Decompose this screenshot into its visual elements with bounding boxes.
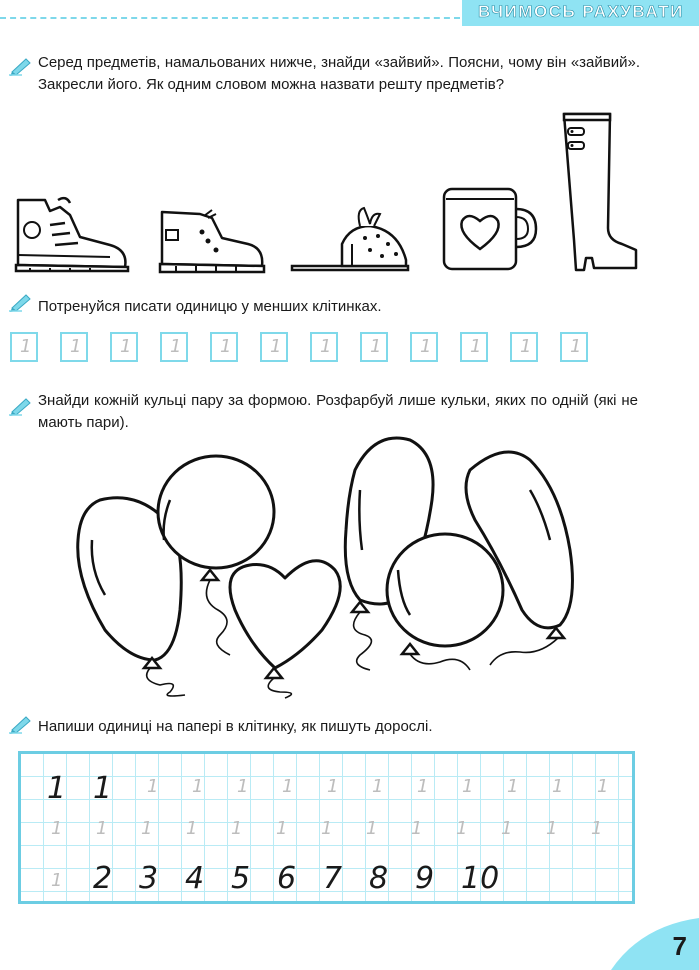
ghost-one: 1 [552,776,564,797]
balloons-picture [60,430,600,700]
written-one: 1 [47,771,67,806]
ghost-one: 1 [327,776,339,797]
trace-cell[interactable] [560,332,588,362]
shoe-icon [156,208,268,274]
ghost-one: 1 [420,336,432,357]
ghost-one: 1 [520,336,532,357]
ghost-one: 1 [370,336,382,357]
ghost-one: 1 [120,336,132,357]
trace-cell[interactable] [410,332,438,362]
sneaker-icon [10,195,130,273]
ghost-one: 1 [501,818,513,839]
pencil-icon [8,714,32,734]
page-number: 7 [672,931,687,961]
number-6: 6 [277,861,297,896]
ghost-one: 1 [372,776,384,797]
ghost-one: 1 [570,336,582,357]
ghost-one: 1 [591,818,603,839]
ghost-one: 1 [321,818,333,839]
written-one: 1 [93,771,113,806]
trace-cell[interactable] [510,332,538,362]
task-odd-one-out: Серед предметів, намальованих нижче, знайди «зайвий». Поясни, чому він «зайвий». Закресли його. Як одним словом можна назвати решту предметів? [38,54,640,93]
number-9: 9 [415,861,435,896]
ghost-one: 1 [470,336,482,357]
ghost-one: 1 [411,818,423,839]
ghost-one: 1 [70,336,82,357]
ghost-one: 1 [20,336,32,357]
trace-cell[interactable] [210,332,238,362]
ghost-one: 1 [237,776,249,797]
trace-cell[interactable] [360,332,388,362]
task-write-ones: Напиши одиниці на папері в клітинку, як пишуть дорослі. [38,718,433,735]
ghost-one: 1 [96,818,108,839]
number-7: 7 [323,861,343,896]
ghost-one: 1 [282,776,294,797]
number-5: 5 [231,861,251,896]
ghost-one: 1 [597,776,609,797]
number-4: 4 [185,861,205,896]
ghost-one: 1 [546,818,558,839]
ghost-one: 1 [462,776,474,797]
ghost-one: 1 [366,818,378,839]
ghost-one: 1 [192,776,204,797]
ghost-one: 1 [51,818,63,839]
trace-cell[interactable] [110,332,138,362]
page-title: ВЧИМОСЬ РАХУВАТИ [478,2,684,21]
ghost-one: 1 [51,870,63,891]
trace-cell[interactable] [260,332,288,362]
trace-cell[interactable] [460,332,488,362]
mug-icon [440,185,540,271]
trace-cell[interactable] [10,332,38,362]
task-balloons: Знайди кожній кульці пару за формою. Розфарбуй лише кульки, яких по одній (які не мають пари). [38,392,638,431]
ghost-one: 1 [276,818,288,839]
header-dashed-line [0,17,460,19]
ghost-one: 1 [270,336,282,357]
ghost-one: 1 [170,336,182,357]
trace-cell[interactable] [160,332,188,362]
balloon-round-2 [387,534,503,646]
ghost-one: 1 [147,776,159,797]
number-2: 2 [93,861,113,896]
number-8: 8 [369,861,389,896]
ghost-one: 1 [220,336,232,357]
ghost-one: 1 [507,776,519,797]
task-trace-ones: Потренуйся писати одиницю у менших клітинках. [38,298,382,315]
ghost-one: 1 [456,818,468,839]
pencil-icon [8,56,32,76]
balloon-heart [230,561,340,668]
number-10: 10 [461,861,500,896]
slipper-icon [290,204,410,272]
header-banner [0,0,699,30]
ghost-one: 1 [231,818,243,839]
balloon-round-1 [158,456,274,568]
ghost-one: 1 [417,776,429,797]
ghost-one: 1 [186,818,198,839]
pencil-icon [8,396,32,416]
trace-row [10,330,600,366]
boot-icon [556,110,642,274]
number-3: 3 [139,861,159,896]
writing-grid[interactable] [18,751,635,904]
ghost-one: 1 [320,336,332,357]
trace-cell[interactable] [310,332,338,362]
ghost-one: 1 [141,818,153,839]
pencil-icon [8,292,32,312]
trace-cell[interactable] [60,332,88,362]
